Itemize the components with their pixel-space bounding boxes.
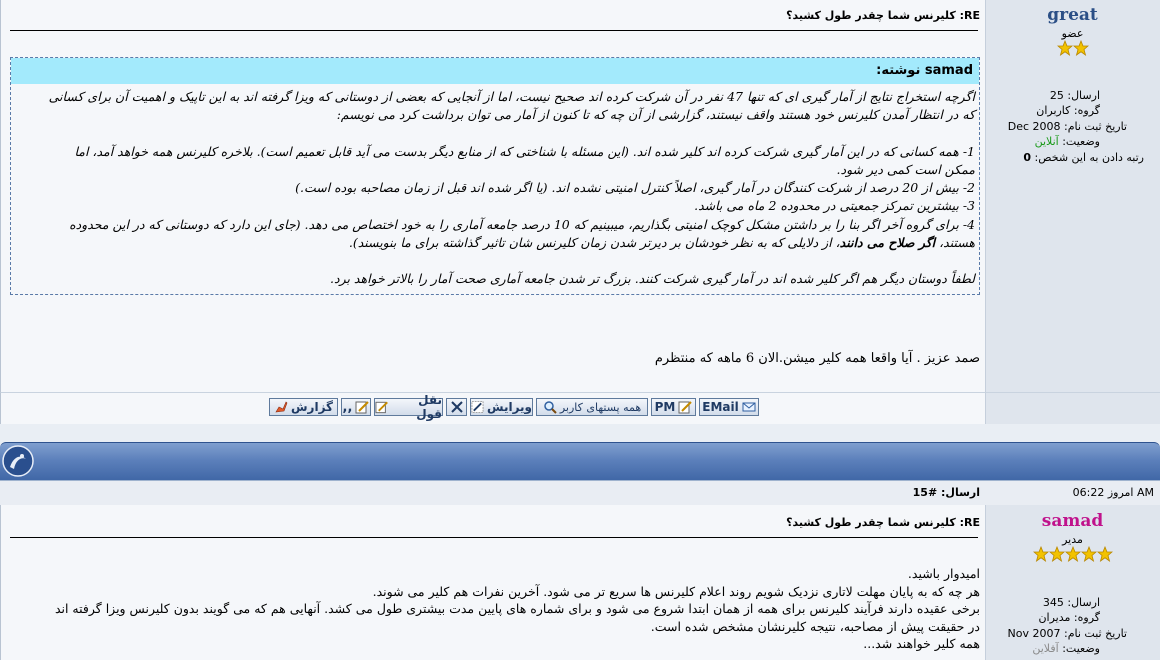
post-count: ارسال: 25 [1049,89,1100,102]
post-count: ارسال: 345 [1042,596,1100,609]
message-line: برخی عقیده دارند فرآیند کلیرنس برای همه از همان ابتدا شروع می شود و برای شماره های پایین مدت بیشتری طول می کشد. آنهایی هم که می گویند بدون کلیرنس ویزا گرفته اند [54,601,980,616]
quote-author: samad نوشته: [876,63,973,78]
quote-line: 3- بیشترین تمرکز جمعیتی در محدوده 2 ماه می باشد. [694,198,975,214]
star-icon [1074,41,1088,55]
post-number[interactable]: ارسال: #15 [912,486,980,499]
edit-label: ویرایش [486,400,532,414]
user-group: گروه: مدیران [1038,611,1100,624]
edit-icon [471,400,484,414]
user-rank: مدیر [1062,533,1083,546]
offline-status: آفلاین [1032,642,1059,655]
quote-line: 2- بیش از 20 درصد از شرکت کنندگان در آمار گیری، اصلاً کنترل امنیتی نشده اند. (یا اگر شده اند قبل از زمان مصاحبه بوده است.) [295,180,975,196]
post-message [8,565,980,653]
join-date: تاریخ ثبت نام: Nov 2007 [1007,627,1127,640]
quote-line: که در انتظار آمدن کلیرنس خود هستند واقف نیستند، گزارشی از آن چه که تا کنون از آمار می توان برداشت کرد می نویسم: [336,107,975,123]
message-line: همه کلیر خواهند شد... [863,636,980,651]
user-info-panel [985,0,1160,392]
quote-line: اگرچه استخراج نتایج از آمار گیری ای که تنها 47 نفر در آن شرکت کرده اند صحیح نیست، اما از آنجایی که بعضی از دوستانی که ویزا گرفته اند به این تاپیک و اهمیت آن برای کسانی [48,89,975,104]
star-icon [1066,547,1080,561]
rank-stars [1057,40,1089,56]
star-icon [1034,547,1048,561]
pencil-note-icon [678,400,692,414]
note-icon [355,400,369,414]
edit-button[interactable] [470,398,533,416]
title-divider [10,537,978,538]
message-line: در حقیقت پیش از مصاحبه، نتیجه کلیرنشان مشخص شده است. [650,618,980,634]
close-icon [450,400,464,414]
pm-label: PM [654,400,676,414]
quote-text [15,88,975,289]
report-icon [274,400,288,414]
star-icon [1050,547,1064,561]
user-group: گروه: کاربران [1036,104,1100,117]
quote-bold-text: اگر صلاح می دانند [839,235,936,251]
username[interactable]: samad [1041,511,1104,531]
magnifier-icon [543,400,557,414]
username[interactable]: great [1047,5,1098,25]
user-status: وضعیت: آفلاین [1032,642,1100,655]
user-rank: عضو [1061,27,1084,40]
forum-logo-icon [2,445,34,477]
quote-header [11,58,979,84]
star-icon [1098,547,1112,561]
quote-button[interactable] [374,393,443,421]
post-title: RE: کلیرنس شما چقدر طول کشید؟ [786,9,980,22]
all-user-posts-button[interactable] [536,398,648,416]
user-status: وضعیت: آنلاین [1034,135,1100,148]
quote-line: 1- همه کسانی که در این آمار گیری شرکت کرده اند کلیر شده اند. (این مسئله با شناختی که از منابع دیگر بدست می آید قابل تعمیم است). بلاخره کلیرنس همه خواهد آمد، اما [74,143,975,159]
post-message: صمد عزیز . آیا واقعا همه کلیر میشن.الان 6 ماهه که منتظرم [654,351,980,366]
quote-line: 4- برای گروه آخر اگر بنا را بر داشتن مشکل کوچک امنیتی بگذاریم، میبینیم که 10 درصد جامعه آماری را به خود اختصاص می دهد. (جای این دارد که دوستانی که در این محدوده [69,216,975,232]
post-time: امروز 06:22 AM [1072,486,1154,499]
post-title: RE: کلیرنس شما چقدر طول کشید؟ [786,516,980,529]
quote-line: لطفاً دوستان دیگر هم اگر کلیر شده اند در آمار گیری شرکت کنند. بزرگ تر شدن جامعه آماری صحت آمار را بالاتر خواهد برد. [330,271,975,287]
quote-note-icon [375,400,388,414]
title-divider [10,30,978,31]
quote-marks-icon: ,, [342,399,353,415]
pm-button[interactable] [651,398,696,416]
multi-quote-button[interactable] [341,398,371,416]
star-icon [1082,547,1096,561]
quote-line: ممکن است کمی دیر شود. [836,161,975,177]
post-header-bar [0,442,1160,481]
post-meta-row [0,480,1160,506]
report-button[interactable] [269,398,338,416]
online-status: آنلاین [1034,135,1059,148]
quote-label: نقل قول [416,393,442,421]
quote-line: هستند، اگر صلاح می دانند، از دلایلی که به نظر خودشان بر دیرتر شدن زمان کلیرنس شان تاثیر گذاشته برای ما بنویسند). [348,235,975,251]
delete-button[interactable] [446,398,467,416]
email-label: EMail [702,400,739,414]
all-posts-label: همه پستهای کاربر [559,400,642,414]
email-button[interactable] [699,398,759,416]
envelope-icon [742,400,756,414]
report-label: گزارش [290,400,334,414]
message-line: هر چه که به پایان مهلت لاتاری نزدیک شویم روند اعلام کلیرنس ها سریع تر می شود. آخرین نفرات هم کلیر می شوند. [372,583,980,599]
quote-block [10,57,980,295]
rank-stars [1033,546,1113,562]
reputation[interactable]: رتبه دادن به این شخص: 0 [1023,151,1144,164]
star-icon [1058,41,1072,55]
message-line: امیدوار باشید. [907,566,980,581]
post-buttons-bar-side [985,392,1160,425]
join-date: تاریخ ثبت نام: Dec 2008 [1007,120,1127,133]
